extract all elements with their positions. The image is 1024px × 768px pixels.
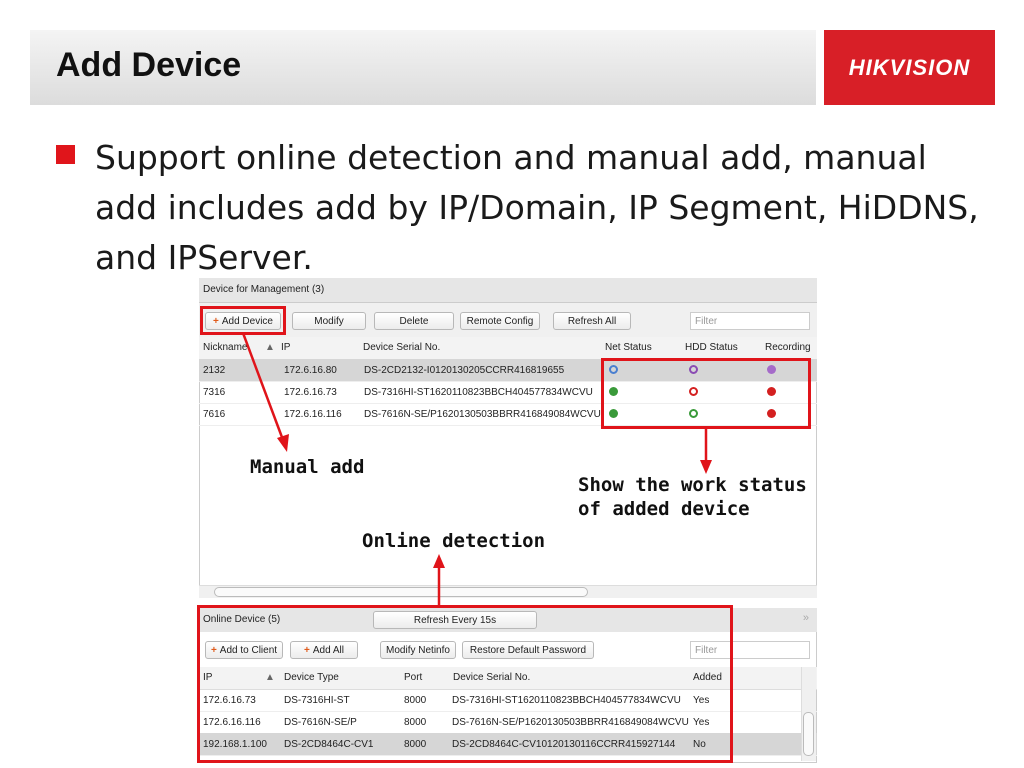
work-status-label-line1: Show the work status (578, 474, 807, 496)
management-filter-input[interactable]: Filter (690, 312, 810, 330)
sort-asc-icon: ▲ (265, 342, 275, 353)
manual-add-arrow (243, 333, 283, 440)
cell-port: 8000 (404, 739, 427, 750)
restore-default-password-button[interactable]: Restore Default Password (462, 641, 594, 659)
cell-serial: DS-2CD8464C-CV10120130116CCRR415927144 (452, 739, 676, 750)
cell-added: Yes (693, 717, 710, 728)
cell-serial: DS-2CD2132-I0120130205CCRR416819655 (364, 365, 565, 376)
slide-title: Add Device (56, 46, 242, 84)
modify-button[interactable]: Modify (292, 312, 366, 330)
col-hdd-status[interactable]: HDD Status (685, 342, 738, 353)
col-device-type[interactable]: Device Type (284, 672, 339, 683)
cell-ip: 172.6.16.73 (203, 695, 256, 706)
cell-serial: DS-7616N-SE/P1620130503BBRR416849084WCVU (364, 409, 601, 420)
manual-add-arrowhead (277, 434, 289, 452)
add-all-button[interactable]: + Add All (290, 641, 358, 659)
bullet-text: Support online detection and manual add, manual add includes add by IP/Domain, IP Segment, HiDDNS, and IPServer. (95, 138, 979, 277)
online-filter-input[interactable]: Filter (690, 641, 810, 659)
online-title-text: Online Device (5) (203, 614, 281, 625)
col-ip[interactable]: IP (203, 672, 213, 683)
cell-device-type: DS-2CD8464C-CV1 (284, 739, 374, 750)
cell-added: Yes (693, 695, 710, 706)
cell-device-type: DS-7316HI-ST (284, 695, 350, 706)
add-to-client-button[interactable]: + Add to Client (205, 641, 283, 659)
delete-button[interactable]: Delete (374, 312, 454, 330)
cell-added: No (693, 739, 706, 750)
refresh-every-15s-button[interactable]: Refresh Every 15s (373, 611, 537, 629)
cell-ip: 192.168.1.100 (203, 739, 267, 750)
plus-icon: + (213, 316, 219, 327)
cell-serial: DS-7316HI-ST1620110823BBCH404577834WCVU (364, 387, 593, 398)
col-serial[interactable]: Device Serial No. (453, 672, 531, 683)
sort-asc-icon: ▲ (265, 672, 275, 683)
cell-nickname: 2132 (203, 365, 226, 376)
cell-serial: DS-7316HI-ST1620110823BBCH404577834WCVU (452, 695, 681, 706)
col-port[interactable]: Port (404, 672, 423, 683)
cell-serial: DS-7616N-SE/P1620130503BBRR416849084WCVU (452, 717, 689, 728)
col-recording[interactable]: Recording (765, 342, 811, 353)
collapse-chevron-icon[interactable]: » (802, 612, 809, 624)
remote-config-button[interactable]: Remote Config (460, 312, 540, 330)
cell-ip: 172.6.16.116 (284, 409, 342, 420)
add-device-button[interactable]: + Add Device (205, 312, 281, 330)
cell-ip: 172.6.16.80 (284, 365, 337, 376)
refresh-all-button[interactable]: Refresh All (553, 312, 631, 330)
cell-ip: 172.6.16.73 (284, 387, 337, 398)
col-serial[interactable]: Device Serial No. (363, 342, 441, 353)
manual-add-label: Manual add (250, 456, 365, 478)
status-arrowhead (700, 460, 712, 474)
col-net-status[interactable]: Net Status (605, 342, 652, 353)
logo-text: HIKVISION (848, 55, 971, 80)
cell-ip: 172.6.16.116 (203, 717, 261, 728)
management-title-text: Device for Management (3) (203, 284, 325, 295)
plus-icon: + (210, 645, 217, 656)
cell-nickname: 7616 (203, 409, 226, 420)
work-status-label-line2: of added device (578, 498, 750, 520)
plus-icon: + (304, 645, 310, 656)
col-nickname[interactable]: Nickname (203, 342, 248, 353)
modify-netinfo-button[interactable]: Modify Netinfo (380, 641, 456, 659)
cell-port: 8000 (404, 717, 427, 728)
col-added[interactable]: Added (693, 672, 722, 683)
cell-device-type: DS-7616N-SE/P (284, 717, 357, 728)
col-ip[interactable]: IP (281, 342, 291, 353)
online-detection-label: Online detection (362, 530, 546, 552)
online-detection-arrowhead (433, 554, 445, 568)
cell-port: 8000 (404, 695, 427, 706)
cell-nickname: 7316 (203, 387, 226, 398)
